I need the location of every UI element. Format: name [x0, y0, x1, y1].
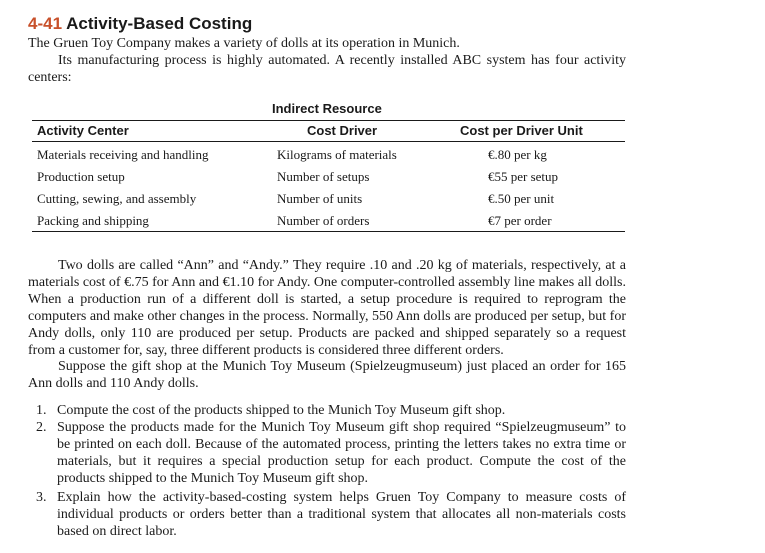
table-cell: Packing and shipping — [37, 213, 149, 228]
table-cell: €.50 per unit — [488, 191, 555, 206]
column-header-cost-per-driver-unit: Cost per Driver Unit — [460, 123, 583, 138]
table-cell: Cutting, sewing, and assembly — [37, 191, 197, 206]
table-bottom-rule — [32, 231, 625, 232]
table-header-rule — [32, 141, 625, 142]
table-cell: €.80 per kg — [488, 147, 547, 162]
problem-heading — [28, 14, 252, 34]
table-cell: Kilograms of materials — [277, 147, 397, 162]
problem-title: Activity-Based Costing — [66, 14, 253, 33]
group-header: Indirect Resource — [272, 101, 382, 116]
question-text: Compute the cost of the products shipped to the Munich Toy Museum gift shop. — [57, 403, 506, 418]
table-cell: Number of setups — [277, 169, 370, 184]
problem-number: 4-41 — [28, 14, 63, 33]
question-text: Suppose the products made for the Munich Toy Museum gift shop required “Spielzeugmuseum” to be printed on each doll. Because of the automated process, printing the letters takes no extra time or materials, but it requires a special production setup for each product. Compute the cost of the products shipped to the Munich Toy Museum gift shop. — [57, 420, 626, 486]
intro-line-1: The Gruen Toy Company makes a variety of dolls at its operation in Munich. — [28, 36, 460, 51]
column-header-activity-center: Activity Center — [37, 123, 129, 138]
paragraph-order: Suppose the gift shop at the Munich Toy Museum (Spielzeugmuseum) just placed an order for 165 Ann dolls and 110 Andy dolls. — [28, 359, 626, 391]
column-header-cost-driver: Cost Driver — [307, 123, 378, 138]
table-cell: Materials receiving and handling — [37, 147, 209, 162]
question-number: 1. — [36, 403, 47, 418]
table-cell: Number of units — [277, 191, 363, 206]
paragraph-doll-details: Two dolls are called “Ann” and “Andy.” They require .10 and .20 kg of materials, respectively, at a materials cost of €.75 for Ann and €1.10 for Andy. One computer-controlled assembly line makes all dolls. When a production run of a different doll is started, a setup procedure is required to reprogram the computers and make other changes in the process. Normally, 550 Ann dolls are produced per setup, but for Andy dolls, only 110 are produced per setup. Products are packed and shipped separately so a request from a customer for, say, three different products is considered three different orders. — [28, 258, 626, 358]
table-cell: Production setup — [37, 169, 125, 184]
table-cell: Number of orders — [277, 213, 370, 228]
activity-cost-table — [32, 100, 625, 232]
table-cell: €7 per order — [488, 213, 552, 228]
question-number: 3. — [36, 490, 47, 505]
question-text: Explain how the activity-based-costing system helps Gruen Toy Company to measure costs of individual products or orders better than a traditional system that allocates all non-materials costs based on direct labor. — [57, 490, 626, 539]
table-cell: €55 per setup — [488, 169, 559, 184]
table-top-rule — [32, 120, 625, 121]
intro-line-2: Its manufacturing process is highly automated. A recently installed ABC system has four activity centers: — [28, 53, 626, 85]
question-number: 2. — [36, 420, 47, 435]
